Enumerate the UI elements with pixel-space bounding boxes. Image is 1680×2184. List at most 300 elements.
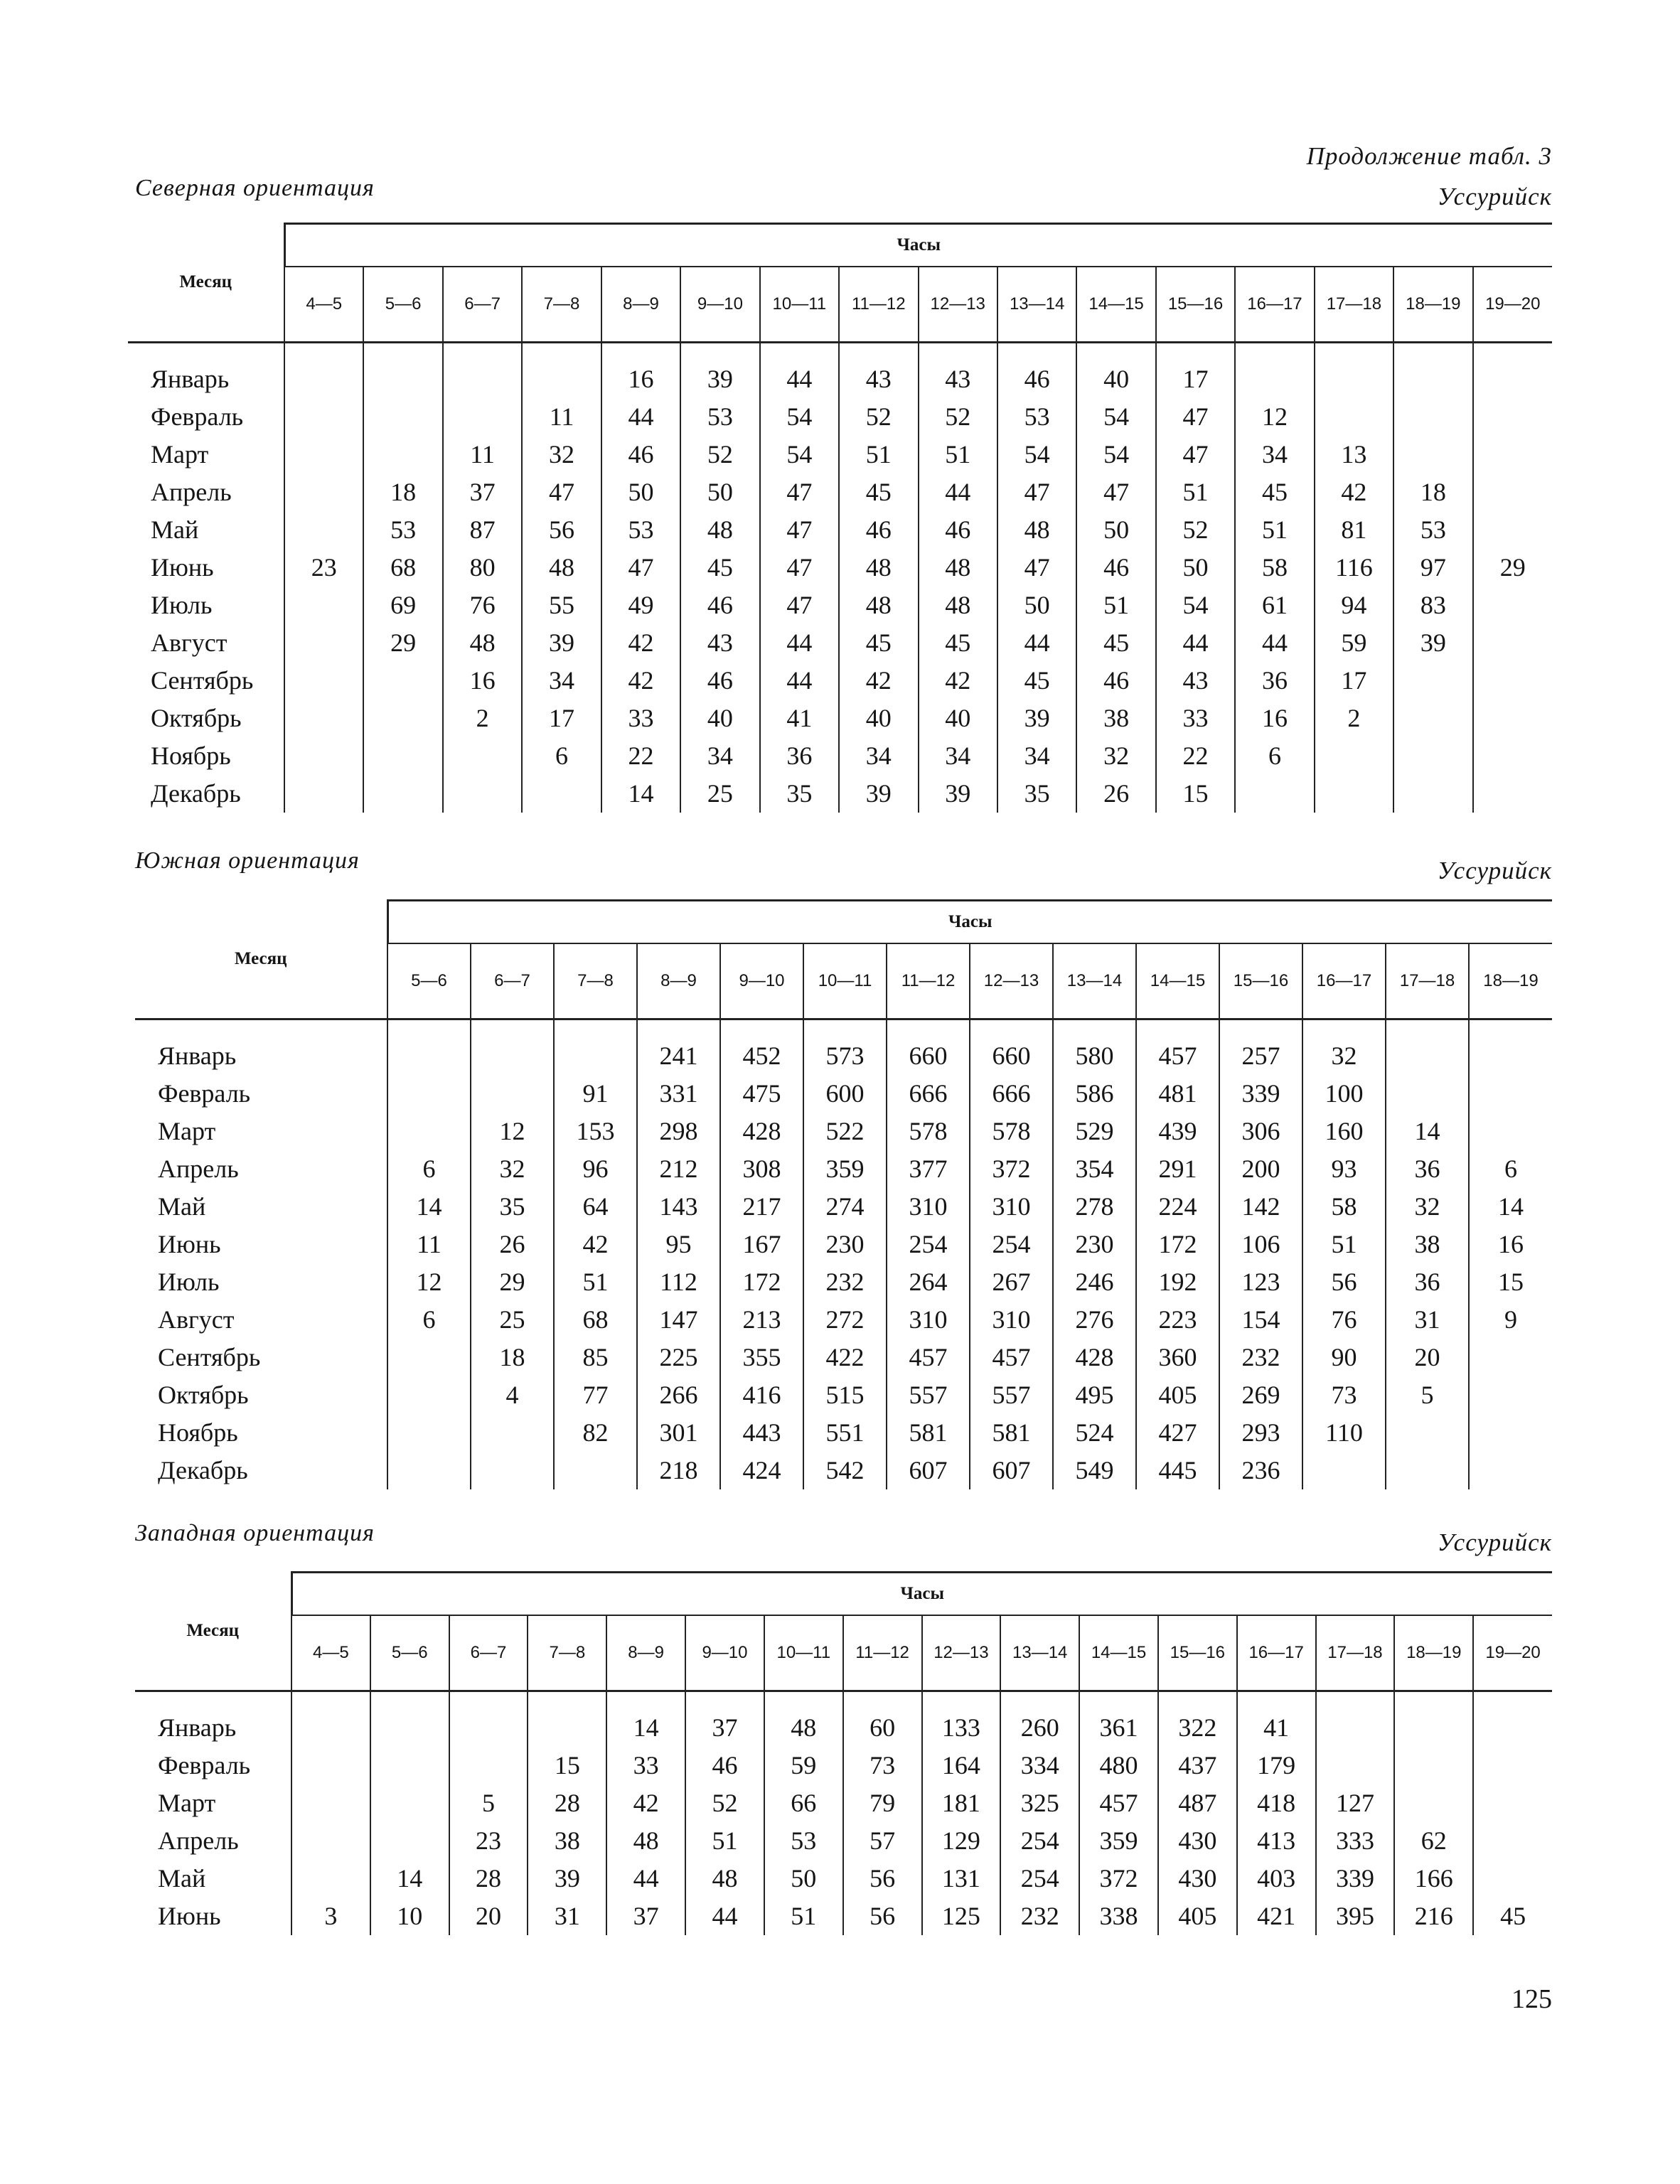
value-cell: 47	[1076, 473, 1155, 511]
value-cell: 35	[760, 775, 839, 813]
table-row	[135, 1784, 1552, 1822]
month-column-header: Месяц	[135, 901, 387, 1019]
value-cell: 421	[1237, 1897, 1316, 1935]
value-cell: 43	[839, 360, 918, 398]
value-cell: 241	[637, 1037, 720, 1075]
value-cell: 274	[803, 1188, 887, 1226]
table-row	[135, 1376, 1552, 1414]
value-cell: 34	[522, 662, 601, 700]
value-cell: 40	[919, 700, 997, 737]
hour-interval-header: 15—16	[1219, 943, 1302, 1019]
value-cell: 20	[449, 1897, 528, 1935]
month-label: Июнь	[158, 1230, 221, 1258]
month-label: Апрель	[158, 1155, 239, 1183]
value-cell: 224	[1136, 1188, 1219, 1226]
value-cell: 481	[1136, 1075, 1219, 1113]
hour-interval-header: 7—8	[528, 1615, 606, 1691]
value-cell: 46	[680, 662, 759, 700]
value-cell	[387, 1339, 471, 1376]
value-cell: 76	[1302, 1301, 1386, 1339]
value-cell: 6	[387, 1150, 471, 1188]
value-cell: 34	[997, 737, 1076, 775]
value-cell	[1473, 700, 1552, 737]
value-cell: 254	[970, 1226, 1053, 1263]
value-cell	[1315, 775, 1393, 813]
value-cell: 276	[1053, 1301, 1136, 1339]
value-cell: 14	[1386, 1113, 1469, 1150]
hour-interval-header: 13—14	[1000, 1615, 1079, 1691]
value-cell: 18	[471, 1339, 554, 1376]
month-label: Август	[151, 628, 228, 657]
value-cell	[1473, 624, 1552, 662]
value-cell	[1473, 1784, 1552, 1822]
value-cell: 94	[1315, 587, 1393, 624]
hour-interval-header: 5—6	[370, 1615, 449, 1691]
value-cell: 413	[1237, 1822, 1316, 1860]
month-label: Апрель	[158, 1826, 239, 1855]
continuation-note: Продолжение табл. 3	[1306, 142, 1552, 170]
value-cell: 106	[1219, 1226, 1302, 1263]
value-cell: 32	[1386, 1188, 1469, 1226]
value-cell: 51	[685, 1822, 764, 1860]
value-cell: 62	[1394, 1822, 1473, 1860]
value-cell	[284, 436, 363, 473]
value-cell	[1469, 1113, 1552, 1150]
hour-interval-header: 6—7	[443, 267, 522, 343]
value-cell: 32	[1302, 1037, 1386, 1075]
value-cell: 16	[601, 360, 680, 398]
hour-interval-header: 19—20	[1473, 1615, 1552, 1691]
value-cell	[363, 360, 442, 398]
value-cell	[1235, 360, 1314, 398]
value-cell: 45	[997, 662, 1076, 700]
value-cell: 49	[601, 587, 680, 624]
value-cell: 11	[522, 398, 601, 436]
value-cell: 172	[1136, 1226, 1219, 1263]
hour-interval-header: 6—7	[471, 943, 554, 1019]
value-cell: 46	[1076, 662, 1155, 700]
value-cell: 125	[922, 1897, 1001, 1935]
month-column-header: Месяц	[135, 1573, 291, 1691]
value-cell: 557	[887, 1376, 970, 1414]
value-cell: 181	[922, 1784, 1001, 1822]
value-cell: 61	[1235, 587, 1314, 624]
month-label: Апрель	[151, 478, 232, 506]
value-cell: 45	[1473, 1897, 1552, 1935]
value-cell: 416	[720, 1376, 803, 1414]
value-cell: 56	[843, 1897, 922, 1935]
value-cell: 308	[720, 1150, 803, 1188]
value-cell: 322	[1158, 1709, 1237, 1747]
value-cell: 266	[637, 1376, 720, 1414]
value-cell	[387, 1075, 471, 1113]
value-cell: 44	[601, 398, 680, 436]
value-cell: 257	[1219, 1037, 1302, 1075]
value-cell	[291, 1822, 370, 1860]
value-cell: 54	[760, 436, 839, 473]
value-cell	[1469, 1339, 1552, 1376]
value-cell: 154	[1219, 1301, 1302, 1339]
value-cell	[291, 1784, 370, 1822]
value-cell	[1393, 662, 1472, 700]
value-cell: 44	[997, 624, 1076, 662]
value-cell: 15	[528, 1747, 606, 1784]
value-cell: 6	[1469, 1150, 1552, 1188]
month-label: Сентябрь	[158, 1343, 261, 1371]
value-cell: 524	[1053, 1414, 1136, 1452]
hour-interval-header: 7—8	[522, 267, 601, 343]
value-cell: 48	[522, 549, 601, 587]
value-cell: 36	[1235, 662, 1314, 700]
value-cell: 42	[601, 624, 680, 662]
value-cell: 600	[803, 1075, 887, 1113]
value-cell: 44	[606, 1860, 685, 1897]
hour-interval-header: 15—16	[1156, 267, 1235, 343]
value-cell	[370, 1784, 449, 1822]
hour-interval-header: 10—11	[760, 267, 839, 343]
value-cell: 418	[1237, 1784, 1316, 1822]
section-city-south: Уссурийск	[1437, 857, 1552, 884]
table-north	[128, 223, 1552, 813]
value-cell: 14	[1469, 1188, 1552, 1226]
hour-interval-header: 16—17	[1235, 267, 1314, 343]
value-cell	[443, 775, 522, 813]
month-label: Ноябрь	[151, 742, 231, 770]
hour-interval-header: 9—10	[720, 943, 803, 1019]
value-cell	[370, 1709, 449, 1747]
value-cell: 424	[720, 1452, 803, 1489]
hour-interval-header: 9—10	[680, 267, 759, 343]
value-cell	[1469, 1037, 1552, 1075]
value-cell: 660	[970, 1037, 1053, 1075]
value-cell	[291, 1709, 370, 1747]
value-cell: 35	[471, 1188, 554, 1226]
value-cell: 5	[1386, 1376, 1469, 1414]
value-cell: 338	[1079, 1897, 1158, 1935]
value-cell: 359	[803, 1150, 887, 1188]
value-cell: 131	[922, 1860, 1001, 1897]
hours-header: Часы	[387, 901, 1552, 944]
value-cell: 430	[1158, 1822, 1237, 1860]
value-cell: 73	[1302, 1376, 1386, 1414]
value-cell: 269	[1219, 1376, 1302, 1414]
value-cell	[1473, 436, 1552, 473]
value-cell: 26	[1076, 775, 1155, 813]
value-cell: 33	[1156, 700, 1235, 737]
value-cell: 53	[997, 398, 1076, 436]
value-cell: 15	[1469, 1263, 1552, 1301]
table-row	[135, 1860, 1552, 1897]
table-row	[135, 1188, 1552, 1226]
value-cell: 17	[1156, 360, 1235, 398]
value-cell: 586	[1053, 1075, 1136, 1113]
value-cell: 44	[760, 662, 839, 700]
table-row	[135, 1339, 1552, 1376]
value-cell: 46	[680, 587, 759, 624]
value-cell: 133	[922, 1709, 1001, 1747]
value-cell: 200	[1219, 1150, 1302, 1188]
value-cell: 475	[720, 1075, 803, 1113]
value-cell: 51	[554, 1263, 637, 1301]
value-cell	[1473, 398, 1552, 436]
value-cell: 310	[970, 1188, 1053, 1226]
value-cell: 44	[1156, 624, 1235, 662]
value-cell: 395	[1316, 1897, 1395, 1935]
value-cell	[363, 737, 442, 775]
value-cell: 76	[443, 587, 522, 624]
value-cell: 607	[970, 1452, 1053, 1489]
value-cell: 54	[1076, 436, 1155, 473]
value-cell	[1473, 587, 1552, 624]
value-cell: 90	[1302, 1339, 1386, 1376]
value-cell: 22	[601, 737, 680, 775]
value-cell: 36	[1386, 1263, 1469, 1301]
value-cell: 47	[1156, 398, 1235, 436]
value-cell: 47	[997, 549, 1076, 587]
value-cell	[284, 624, 363, 662]
section-title-west: Западная ориентация	[135, 1520, 375, 1546]
value-cell: 48	[685, 1860, 764, 1897]
value-cell: 32	[1076, 737, 1155, 775]
table-row	[128, 360, 1552, 398]
value-cell: 44	[760, 624, 839, 662]
hour-interval-header: 14—15	[1136, 943, 1219, 1019]
value-cell: 403	[1237, 1860, 1316, 1897]
value-cell: 82	[554, 1414, 637, 1452]
value-cell	[1394, 1747, 1473, 1784]
value-cell: 42	[839, 662, 918, 700]
value-cell: 58	[1302, 1188, 1386, 1226]
value-cell	[1316, 1709, 1395, 1747]
value-cell	[284, 587, 363, 624]
value-cell: 50	[997, 587, 1076, 624]
value-cell	[1469, 1452, 1552, 1489]
value-cell: 42	[919, 662, 997, 700]
value-cell	[1473, 473, 1552, 511]
value-cell: 44	[760, 360, 839, 398]
value-cell: 46	[1076, 549, 1155, 587]
value-cell: 50	[680, 473, 759, 511]
value-cell: 39	[522, 624, 601, 662]
value-cell: 298	[637, 1113, 720, 1150]
table-row	[128, 511, 1552, 549]
month-label: Март	[158, 1789, 216, 1817]
value-cell: 38	[1076, 700, 1155, 737]
hour-interval-header: 8—9	[606, 1615, 685, 1691]
table-row	[135, 1897, 1552, 1935]
month-label: Декабрь	[158, 1456, 248, 1484]
value-cell: 230	[803, 1226, 887, 1263]
value-cell: 48	[919, 549, 997, 587]
value-cell: 6	[522, 737, 601, 775]
value-cell: 457	[887, 1339, 970, 1376]
value-cell: 5	[449, 1784, 528, 1822]
value-cell: 372	[1079, 1860, 1158, 1897]
value-cell: 31	[528, 1897, 606, 1935]
value-cell: 164	[922, 1747, 1001, 1784]
value-cell: 100	[1302, 1075, 1386, 1113]
value-cell: 325	[1000, 1784, 1079, 1822]
table-row	[128, 624, 1552, 662]
value-cell	[1473, 662, 1552, 700]
value-cell: 33	[601, 700, 680, 737]
table-row	[135, 1452, 1552, 1489]
value-cell: 430	[1158, 1860, 1237, 1897]
hour-interval-header: 14—15	[1079, 1615, 1158, 1691]
table-row	[128, 700, 1552, 737]
value-cell: 143	[637, 1188, 720, 1226]
value-cell: 542	[803, 1452, 887, 1489]
value-cell: 12	[1235, 398, 1314, 436]
value-cell: 16	[1469, 1226, 1552, 1263]
value-cell: 52	[680, 436, 759, 473]
month-label: Март	[158, 1117, 216, 1145]
value-cell: 480	[1079, 1747, 1158, 1784]
value-cell	[387, 1113, 471, 1150]
value-cell	[471, 1037, 554, 1075]
value-cell: 339	[1316, 1860, 1395, 1897]
value-cell: 123	[1219, 1263, 1302, 1301]
value-cell: 515	[803, 1376, 887, 1414]
hour-interval-header: 16—17	[1302, 943, 1386, 1019]
value-cell: 45	[919, 624, 997, 662]
month-label: Май	[158, 1864, 206, 1893]
value-cell	[363, 775, 442, 813]
value-cell: 40	[680, 700, 759, 737]
value-cell	[284, 775, 363, 813]
value-cell: 51	[839, 436, 918, 473]
section-title-south: Южная ориентация	[135, 847, 360, 874]
hour-interval-header: 11—12	[843, 1615, 922, 1691]
hours-header: Часы	[291, 1573, 1552, 1616]
value-cell	[363, 398, 442, 436]
value-cell: 53	[680, 398, 759, 436]
value-cell	[1469, 1075, 1552, 1113]
value-cell: 291	[1136, 1150, 1219, 1188]
value-cell: 68	[363, 549, 442, 587]
value-cell: 52	[685, 1784, 764, 1822]
value-cell	[1394, 1784, 1473, 1822]
value-cell	[471, 1414, 554, 1452]
value-cell: 64	[554, 1188, 637, 1226]
hour-interval-header: 5—6	[363, 267, 442, 343]
value-cell: 581	[970, 1414, 1053, 1452]
value-cell: 48	[839, 587, 918, 624]
value-cell: 11	[387, 1226, 471, 1263]
table-south	[135, 899, 1552, 1489]
value-cell	[1469, 1376, 1552, 1414]
value-cell	[1393, 700, 1472, 737]
hour-interval-header: 13—14	[997, 267, 1076, 343]
table-row	[128, 662, 1552, 700]
value-cell: 6	[1235, 737, 1314, 775]
value-cell: 218	[637, 1452, 720, 1489]
value-cell: 331	[637, 1075, 720, 1113]
value-cell: 246	[1053, 1263, 1136, 1301]
value-cell: 32	[471, 1150, 554, 1188]
value-cell: 127	[1316, 1784, 1395, 1822]
table-row	[135, 1150, 1552, 1188]
value-cell: 457	[970, 1339, 1053, 1376]
value-cell: 14	[606, 1709, 685, 1747]
table-row	[135, 1414, 1552, 1452]
value-cell: 160	[1302, 1113, 1386, 1150]
value-cell: 17	[1315, 662, 1393, 700]
value-cell: 57	[843, 1822, 922, 1860]
value-cell	[1315, 398, 1393, 436]
value-cell: 116	[1315, 549, 1393, 587]
value-cell: 43	[919, 360, 997, 398]
value-cell: 37	[443, 473, 522, 511]
value-cell: 37	[685, 1709, 764, 1747]
value-cell: 47	[1156, 436, 1235, 473]
value-cell: 306	[1219, 1113, 1302, 1150]
value-cell: 47	[760, 549, 839, 587]
value-cell	[284, 662, 363, 700]
value-cell	[522, 360, 601, 398]
hour-interval-header: 6—7	[449, 1615, 528, 1691]
value-cell	[471, 1075, 554, 1113]
value-cell: 236	[1219, 1452, 1302, 1489]
value-cell: 48	[606, 1822, 685, 1860]
value-cell: 377	[887, 1150, 970, 1188]
value-cell: 54	[997, 436, 1076, 473]
hour-interval-header: 18—19	[1393, 267, 1472, 343]
value-cell: 41	[760, 700, 839, 737]
value-cell: 79	[843, 1784, 922, 1822]
value-cell: 522	[803, 1113, 887, 1150]
value-cell: 48	[680, 511, 759, 549]
value-cell: 43	[680, 624, 759, 662]
table-row	[128, 737, 1552, 775]
month-label: Февраль	[158, 1751, 251, 1779]
value-cell: 73	[843, 1747, 922, 1784]
value-cell: 361	[1079, 1709, 1158, 1747]
table-row	[128, 436, 1552, 473]
value-cell: 355	[720, 1339, 803, 1376]
value-cell: 45	[839, 624, 918, 662]
value-cell: 272	[803, 1301, 887, 1339]
value-cell	[449, 1747, 528, 1784]
value-cell: 310	[970, 1301, 1053, 1339]
value-cell: 93	[1302, 1150, 1386, 1188]
value-cell: 14	[601, 775, 680, 813]
value-cell: 36	[1386, 1150, 1469, 1188]
value-cell: 46	[997, 360, 1076, 398]
value-cell: 47	[997, 473, 1076, 511]
hour-interval-header: 11—12	[839, 267, 918, 343]
value-cell: 34	[919, 737, 997, 775]
value-cell	[1315, 360, 1393, 398]
section-city-north: Уссурийск	[1437, 183, 1552, 210]
value-cell	[363, 700, 442, 737]
value-cell: 39	[1393, 624, 1472, 662]
value-cell: 95	[637, 1226, 720, 1263]
value-cell	[284, 473, 363, 511]
month-label: Май	[151, 515, 199, 544]
value-cell: 47	[522, 473, 601, 511]
value-cell	[1473, 775, 1552, 813]
value-cell: 10	[370, 1897, 449, 1935]
value-cell: 487	[1158, 1784, 1237, 1822]
value-cell	[1469, 1414, 1552, 1452]
value-cell: 405	[1136, 1376, 1219, 1414]
table-row	[135, 1263, 1552, 1301]
value-cell: 22	[1156, 737, 1235, 775]
value-cell: 34	[680, 737, 759, 775]
value-cell: 254	[1000, 1822, 1079, 1860]
value-cell: 81	[1315, 511, 1393, 549]
